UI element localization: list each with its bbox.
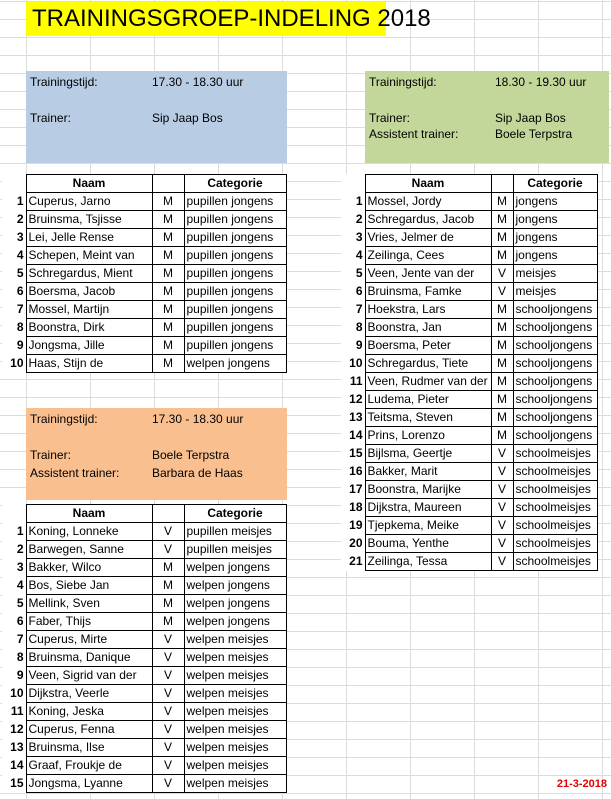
table-row	[2, 355, 286, 373]
header-naam: Naam	[26, 175, 152, 193]
categorie-cell: welpen jongens	[184, 355, 286, 373]
table-row	[341, 553, 597, 571]
naam-cell: Barwegen, Sanne	[26, 541, 152, 559]
row-number: 4	[16, 578, 24, 592]
categorie-cell: welpen meisjes	[184, 649, 286, 667]
row-number: 18	[349, 500, 363, 514]
geslacht-cell: M	[152, 577, 184, 595]
geslacht-cell: M	[491, 301, 513, 319]
naam-cell: Ludema, Pieter	[365, 391, 491, 409]
categorie-cell: welpen meisjes	[184, 703, 286, 721]
assistent-value: Boele Terpstra	[495, 127, 573, 141]
table-row	[2, 319, 286, 337]
naam-cell: Boonstra, Marijke	[365, 481, 491, 499]
row-number: 14	[10, 758, 24, 772]
row-number: 3	[355, 230, 363, 244]
row-number: 11	[349, 374, 363, 388]
table-row	[341, 427, 597, 445]
table-row	[2, 757, 286, 775]
categorie-cell: welpen meisjes	[184, 775, 286, 793]
row-number: 15	[10, 776, 24, 790]
categorie-cell: schooljongens	[513, 301, 597, 319]
categorie-cell: schooljongens	[513, 337, 597, 355]
row-number: 21	[349, 554, 363, 568]
geslacht-cell: V	[491, 553, 513, 571]
table-row	[2, 301, 286, 319]
table-row	[341, 373, 597, 391]
geslacht-cell: M	[491, 247, 513, 265]
table-row	[341, 337, 597, 355]
table-row	[2, 613, 286, 631]
trainingstijd-label: Trainingstijd:	[369, 75, 437, 89]
geslacht-cell: V	[491, 535, 513, 553]
categorie-cell: pupillen jongens	[184, 247, 286, 265]
row-number: 4	[355, 248, 363, 262]
group-1-table	[2, 174, 287, 373]
geslacht-cell: V	[491, 445, 513, 463]
row-number: 9	[355, 338, 363, 352]
table-row	[341, 481, 597, 499]
naam-cell: Faber, Thijs	[26, 613, 152, 631]
row-number: 5	[355, 266, 363, 280]
row-number: 2	[16, 542, 24, 556]
naam-cell: Dijkstra, Maureen	[365, 499, 491, 517]
naam-cell: Veen, Rudmer van der	[365, 373, 491, 391]
table-row	[2, 721, 286, 739]
naam-cell: Tjepkema, Meike	[365, 517, 491, 535]
categorie-cell: welpen meisjes	[184, 631, 286, 649]
naam-cell: Jongsma, Jille	[26, 337, 152, 355]
table-row	[341, 517, 597, 535]
table-row	[341, 283, 597, 301]
geslacht-cell: M	[491, 391, 513, 409]
geslacht-cell: V	[491, 499, 513, 517]
geslacht-cell: M	[152, 247, 184, 265]
geslacht-cell: M	[152, 301, 184, 319]
trainingstijd-value: 17.30 - 18.30 uur	[152, 412, 244, 426]
categorie-cell: pupillen jongens	[184, 301, 286, 319]
naam-cell: Cuperus, Mirte	[26, 631, 152, 649]
naam-cell: Koning, Lonneke	[26, 523, 152, 541]
table-row	[2, 685, 286, 703]
naam-cell: Bakker, Marit	[365, 463, 491, 481]
header-categorie: Categorie	[184, 505, 286, 523]
naam-cell: Graaf, Froukje de	[26, 757, 152, 775]
naam-cell: Vries, Jelmer de	[365, 229, 491, 247]
row-number: 14	[349, 428, 363, 442]
table-row	[341, 265, 597, 283]
row-number: 10	[10, 356, 24, 370]
row-number: 8	[16, 650, 24, 664]
categorie-cell: schoolmeisjes	[513, 445, 597, 463]
row-number: 11	[10, 704, 24, 718]
row-number: 7	[16, 302, 24, 316]
naam-cell: Mossel, Jordy	[365, 193, 491, 211]
table-row	[2, 703, 286, 721]
geslacht-cell: M	[152, 595, 184, 613]
categorie-cell: jongens	[513, 247, 597, 265]
table-row	[2, 541, 286, 559]
table-row	[341, 463, 597, 481]
row-number: 16	[349, 464, 363, 478]
categorie-cell: welpen meisjes	[184, 667, 286, 685]
geslacht-cell: V	[491, 517, 513, 535]
table-row	[341, 247, 597, 265]
naam-cell: Dijkstra, Veerle	[26, 685, 152, 703]
naam-cell: Boonstra, Dirk	[26, 319, 152, 337]
row-number: 9	[16, 338, 24, 352]
table-row	[341, 499, 597, 517]
naam-cell: Zeilinga, Tessa	[365, 553, 491, 571]
trainer-label: Trainer:	[30, 448, 71, 462]
geslacht-cell: M	[152, 337, 184, 355]
geslacht-cell: M	[152, 193, 184, 211]
geslacht-cell: V	[152, 685, 184, 703]
table-row	[2, 775, 286, 793]
categorie-cell: pupillen meisjes	[184, 523, 286, 541]
geslacht-cell: V	[152, 523, 184, 541]
naam-cell: Jongsma, Lyanne	[26, 775, 152, 793]
naam-cell: Bruinsma, Ilse	[26, 739, 152, 757]
geslacht-cell: V	[491, 265, 513, 283]
row-number: 5	[16, 596, 24, 610]
geslacht-cell: V	[152, 739, 184, 757]
categorie-cell: pupillen meisjes	[184, 541, 286, 559]
geslacht-cell: V	[152, 757, 184, 775]
categorie-cell: meisjes	[513, 283, 597, 301]
group-1-info	[26, 71, 287, 163]
row-number: 10	[10, 686, 24, 700]
row-number: 6	[16, 614, 24, 628]
categorie-cell: pupillen jongens	[184, 319, 286, 337]
categorie-cell: schoolmeisjes	[513, 481, 597, 499]
categorie-cell: welpen jongens	[184, 577, 286, 595]
naam-cell: Boersma, Jacob	[26, 283, 152, 301]
header-categorie: Categorie	[513, 175, 597, 193]
naam-cell: Zeilinga, Cees	[365, 247, 491, 265]
row-number: 13	[349, 410, 363, 424]
row-number: 3	[16, 560, 24, 574]
naam-cell: Schregardus, Tiete	[365, 355, 491, 373]
geslacht-cell: M	[152, 229, 184, 247]
naam-cell: Cuperus, Jarno	[26, 193, 152, 211]
trainer-value: Sip Jaap Bos	[152, 111, 223, 125]
trainer-label: Trainer:	[369, 111, 410, 125]
categorie-cell: welpen meisjes	[184, 721, 286, 739]
geslacht-cell: M	[152, 283, 184, 301]
geslacht-cell: M	[152, 559, 184, 577]
categorie-cell: schooljongens	[513, 319, 597, 337]
naam-cell: Bijlsma, Geertje	[365, 445, 491, 463]
row-number: 17	[349, 482, 363, 496]
row-number: 1	[16, 194, 24, 208]
assistent-value: Barbara de Haas	[152, 466, 243, 480]
naam-cell: Lei, Jelle Rense	[26, 229, 152, 247]
row-number: 8	[355, 320, 363, 334]
categorie-cell: welpen jongens	[184, 595, 286, 613]
table-row	[341, 355, 597, 373]
geslacht-cell: M	[152, 319, 184, 337]
categorie-cell: pupillen jongens	[184, 283, 286, 301]
group-2-info	[365, 71, 609, 163]
naam-cell: Bakker, Wilco	[26, 559, 152, 577]
naam-cell: Bruinsma, Tsjisse	[26, 211, 152, 229]
group-2-table	[341, 174, 598, 571]
row-number: 10	[349, 356, 363, 370]
row-number: 7	[16, 632, 24, 646]
row-number: 1	[355, 194, 363, 208]
table-row	[2, 577, 286, 595]
row-number: 5	[16, 266, 24, 280]
row-number: 1	[16, 524, 24, 538]
geslacht-cell: M	[152, 265, 184, 283]
table-row	[341, 229, 597, 247]
naam-cell: Koning, Jeska	[26, 703, 152, 721]
naam-cell: Boersma, Peter	[365, 337, 491, 355]
assistent-label: Assistent trainer:	[369, 127, 459, 141]
naam-cell: Haas, Stijn de	[26, 355, 152, 373]
naam-cell: Schregardus, Jacob	[365, 211, 491, 229]
row-number: 13	[10, 740, 24, 754]
row-number: 12	[10, 722, 24, 736]
header-naam: Naam	[365, 175, 491, 193]
row-number: 12	[349, 392, 363, 406]
group-3-table	[2, 504, 287, 793]
table-row	[2, 229, 286, 247]
categorie-cell: jongens	[513, 193, 597, 211]
categorie-cell: jongens	[513, 211, 597, 229]
assistent-label: Assistent trainer:	[30, 466, 120, 480]
geslacht-cell: M	[152, 613, 184, 631]
categorie-cell: schooljongens	[513, 391, 597, 409]
trainingstijd-value: 18.30 - 19.30 uur	[495, 75, 587, 89]
row-number: 8	[16, 320, 24, 334]
categorie-cell: pupillen jongens	[184, 193, 286, 211]
row-number: 19	[349, 518, 363, 532]
categorie-cell: schooljongens	[513, 427, 597, 445]
naam-cell: Bruinsma, Famke	[365, 283, 491, 301]
naam-cell: Prins, Lorenzo	[365, 427, 491, 445]
date-stamp: 21-3-2018	[556, 778, 607, 790]
header-categorie: Categorie	[184, 175, 286, 193]
table-row	[341, 535, 597, 553]
trainer-label: Trainer:	[30, 111, 71, 125]
categorie-cell: welpen meisjes	[184, 739, 286, 757]
table-row	[2, 631, 286, 649]
header-naam: Naam	[26, 505, 152, 523]
row-number: 20	[349, 536, 363, 550]
naam-cell: Teitsma, Steven	[365, 409, 491, 427]
table-row	[341, 319, 597, 337]
geslacht-cell: M	[491, 427, 513, 445]
geslacht-cell: V	[152, 721, 184, 739]
categorie-cell: schoolmeisjes	[513, 517, 597, 535]
geslacht-cell: M	[491, 355, 513, 373]
table-row	[2, 337, 286, 355]
trainer-value: Boele Terpstra	[152, 448, 230, 462]
categorie-cell: pupillen jongens	[184, 337, 286, 355]
naam-cell: Bouma, Yenthe	[365, 535, 491, 553]
categorie-cell: schoolmeisjes	[513, 463, 597, 481]
categorie-cell: pupillen jongens	[184, 229, 286, 247]
table-row	[341, 445, 597, 463]
row-number: 9	[16, 668, 24, 682]
row-number: 3	[16, 230, 24, 244]
geslacht-cell: V	[152, 775, 184, 793]
trainingstijd-label: Trainingstijd:	[30, 412, 98, 426]
table-row	[2, 739, 286, 757]
row-number: 4	[16, 248, 24, 262]
naam-cell: Veen, Jente van der	[365, 265, 491, 283]
table-row	[341, 391, 597, 409]
categorie-cell: schoolmeisjes	[513, 535, 597, 553]
table-row	[2, 595, 286, 613]
geslacht-cell: M	[491, 337, 513, 355]
categorie-cell: meisjes	[513, 265, 597, 283]
naam-cell: Mossel, Martijn	[26, 301, 152, 319]
naam-cell: Bos, Siebe Jan	[26, 577, 152, 595]
geslacht-cell: V	[491, 481, 513, 499]
geslacht-cell: M	[152, 355, 184, 373]
row-number: 6	[16, 284, 24, 298]
page-title: TRAININGSGROEP-INDELING 2018	[26, 2, 386, 36]
table-row	[2, 559, 286, 577]
geslacht-cell: V	[152, 703, 184, 721]
naam-cell: Veen, Sigrid van der	[26, 667, 152, 685]
categorie-cell: pupillen jongens	[184, 211, 286, 229]
geslacht-cell: M	[491, 373, 513, 391]
categorie-cell: schoolmeisjes	[513, 499, 597, 517]
geslacht-cell: V	[152, 649, 184, 667]
table-row	[2, 211, 286, 229]
categorie-cell: schooljongens	[513, 409, 597, 427]
table-row	[2, 667, 286, 685]
geslacht-cell: M	[491, 193, 513, 211]
categorie-cell: pupillen jongens	[184, 265, 286, 283]
table-row	[2, 265, 286, 283]
row-number: 7	[355, 302, 363, 316]
geslacht-cell: M	[491, 319, 513, 337]
trainer-value: Sip Jaap Bos	[495, 111, 566, 125]
categorie-cell: welpen meisjes	[184, 685, 286, 703]
geslacht-cell: V	[152, 667, 184, 685]
categorie-cell: schooljongens	[513, 355, 597, 373]
geslacht-cell: V	[491, 283, 513, 301]
geslacht-cell: M	[491, 409, 513, 427]
table-row	[341, 211, 597, 229]
categorie-cell: schooljongens	[513, 373, 597, 391]
naam-cell: Mellink, Sven	[26, 595, 152, 613]
geslacht-cell: M	[491, 211, 513, 229]
trainingstijd-label: Trainingstijd:	[30, 75, 98, 89]
geslacht-cell: V	[491, 463, 513, 481]
categorie-cell: schoolmeisjes	[513, 553, 597, 571]
table-row	[2, 649, 286, 667]
naam-cell: Bruinsma, Danique	[26, 649, 152, 667]
row-number: 6	[355, 284, 363, 298]
table-row	[2, 247, 286, 265]
naam-cell: Schepen, Meint van	[26, 247, 152, 265]
geslacht-cell: M	[491, 229, 513, 247]
table-row	[2, 283, 286, 301]
naam-cell: Boonstra, Jan	[365, 319, 491, 337]
naam-cell: Schregardus, Mient	[26, 265, 152, 283]
row-number: 15	[349, 446, 363, 460]
row-number: 2	[355, 212, 363, 226]
table-row	[2, 193, 286, 211]
group-3-info	[26, 408, 287, 500]
table-row	[341, 301, 597, 319]
naam-cell: Hoekstra, Lars	[365, 301, 491, 319]
table-row	[341, 193, 597, 211]
trainingstijd-value: 17.30 - 18.30 uur	[152, 75, 244, 89]
geslacht-cell: V	[152, 541, 184, 559]
categorie-cell: welpen meisjes	[184, 757, 286, 775]
geslacht-cell: V	[152, 631, 184, 649]
categorie-cell: jongens	[513, 229, 597, 247]
geslacht-cell: M	[152, 211, 184, 229]
table-row	[341, 409, 597, 427]
row-number: 2	[16, 212, 24, 226]
categorie-cell: welpen jongens	[184, 613, 286, 631]
categorie-cell: welpen jongens	[184, 559, 286, 577]
table-row	[2, 523, 286, 541]
naam-cell: Cuperus, Fenna	[26, 721, 152, 739]
